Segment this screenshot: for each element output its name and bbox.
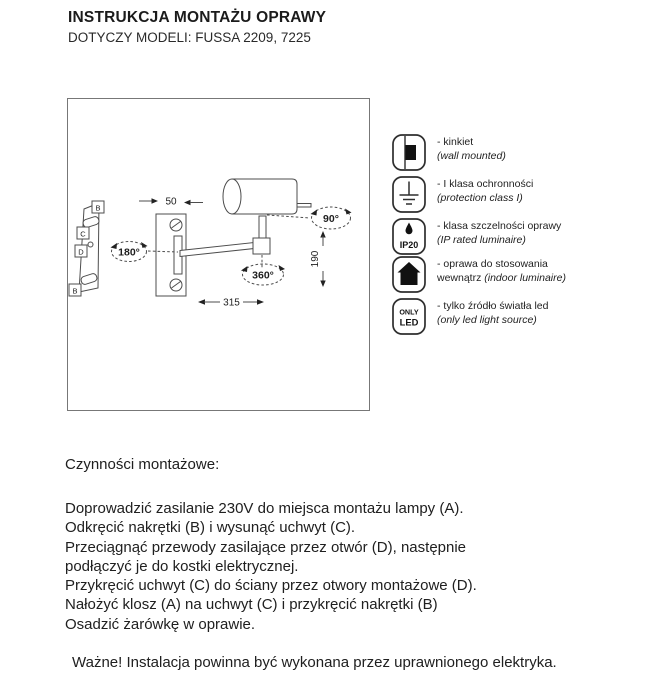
indoor-house-icon <box>392 256 426 293</box>
side-view <box>69 201 104 296</box>
dim-315-label: 315 <box>223 297 240 309</box>
legend-label-en: (IP rated luminaire) <box>437 233 526 246</box>
part-label-d: D <box>78 247 84 257</box>
angle-360 <box>241 264 285 285</box>
ip-rating-icon <box>392 218 426 255</box>
angle-180-label: 180° <box>118 246 140 259</box>
led-text: LED <box>399 316 419 328</box>
front-view <box>156 179 311 296</box>
step-line: podłączyć je do kostki elektrycznej. <box>65 557 299 575</box>
instructions-steps <box>65 499 477 634</box>
protection-class-icon <box>392 176 426 213</box>
step-line: Odkręcić nakrętki (B) i wysunąć uchwyt (C). <box>65 519 356 537</box>
step-line: Przeciągnąć przewody zasilające przez otwór (D), następnie <box>65 538 467 556</box>
legend-label-en: (wall mounted) <box>437 149 506 162</box>
instructions-heading: Czynności montażowe: <box>65 456 220 473</box>
joint-block <box>253 238 270 254</box>
legend-label: - klasa szczelności oprawy <box>437 220 562 232</box>
legend-item-led-only <box>392 298 548 335</box>
header <box>68 9 326 45</box>
lamp-arm <box>180 243 254 257</box>
legend-item-protection-class <box>392 176 533 213</box>
part-label-b-bottom: B <box>72 286 78 296</box>
legend-label-en: (protection class I) <box>437 191 523 204</box>
wall-mounted-icon <box>392 134 426 171</box>
legend-label: - kinkiet <box>437 136 474 148</box>
angle-90 <box>311 207 352 229</box>
dimension-arm-length <box>198 298 264 309</box>
page-title: INSTRUKCJA MONTAŻU OPRAWY <box>68 9 327 26</box>
step-line: Doprowadzić zasilanie 230V do miejsca montażu lampy (A). <box>65 500 464 517</box>
part-label-b-top: B <box>95 203 101 213</box>
step-line: Przykręcić uchwyt (C) do ściany przez otwory montażowe (D). <box>65 577 477 595</box>
step-line: Nałożyć klosz (A) na uchwyt (C) i przykręcić nakrętki (B) <box>65 596 438 614</box>
angle-180 <box>111 242 148 262</box>
legend-label: - oprawa do stosowania <box>437 258 548 270</box>
lamp-shade <box>232 179 297 214</box>
technical-drawing-box <box>67 98 370 411</box>
legend-label-en: (indoor luminaire) <box>484 271 566 284</box>
legend-label: - tylko źródło światła led <box>437 300 549 312</box>
angle-360-label: 360° <box>252 269 274 282</box>
only-led-icon <box>392 298 426 335</box>
legend-label-en: (only led light source) <box>437 313 537 326</box>
only-text: ONLY <box>399 307 419 317</box>
switch-rod <box>297 204 311 208</box>
legend-label: - I klasa ochronności <box>437 178 534 190</box>
legend-item-wall-mounted <box>392 134 506 171</box>
angle-90-label: 90° <box>323 213 339 225</box>
dimension-height <box>310 231 326 287</box>
lamp-stem <box>259 216 266 238</box>
part-label-c: C <box>80 229 86 239</box>
step-line: Osadzić żarówkę w oprawie. <box>65 615 256 633</box>
warning-note: Ważne! Instalacja powinna być wykonana przez uprawnionego elektryka. <box>72 654 557 671</box>
dimension-plate-width <box>139 197 203 208</box>
dim-50-label: 50 <box>165 196 177 208</box>
dim-190-label: 190 <box>310 250 321 268</box>
lamp-diagram <box>68 99 369 410</box>
ip-rating-text: IP20 <box>399 240 419 250</box>
page-subtitle: DOTYCZY MODELI: FUSSA 2209, 7225 <box>68 30 311 45</box>
legend-item-ip-rating <box>392 218 561 255</box>
legend-item-indoor: - oprawa do stosowania wewnątrz (indoor luminaire) <box>392 256 566 293</box>
